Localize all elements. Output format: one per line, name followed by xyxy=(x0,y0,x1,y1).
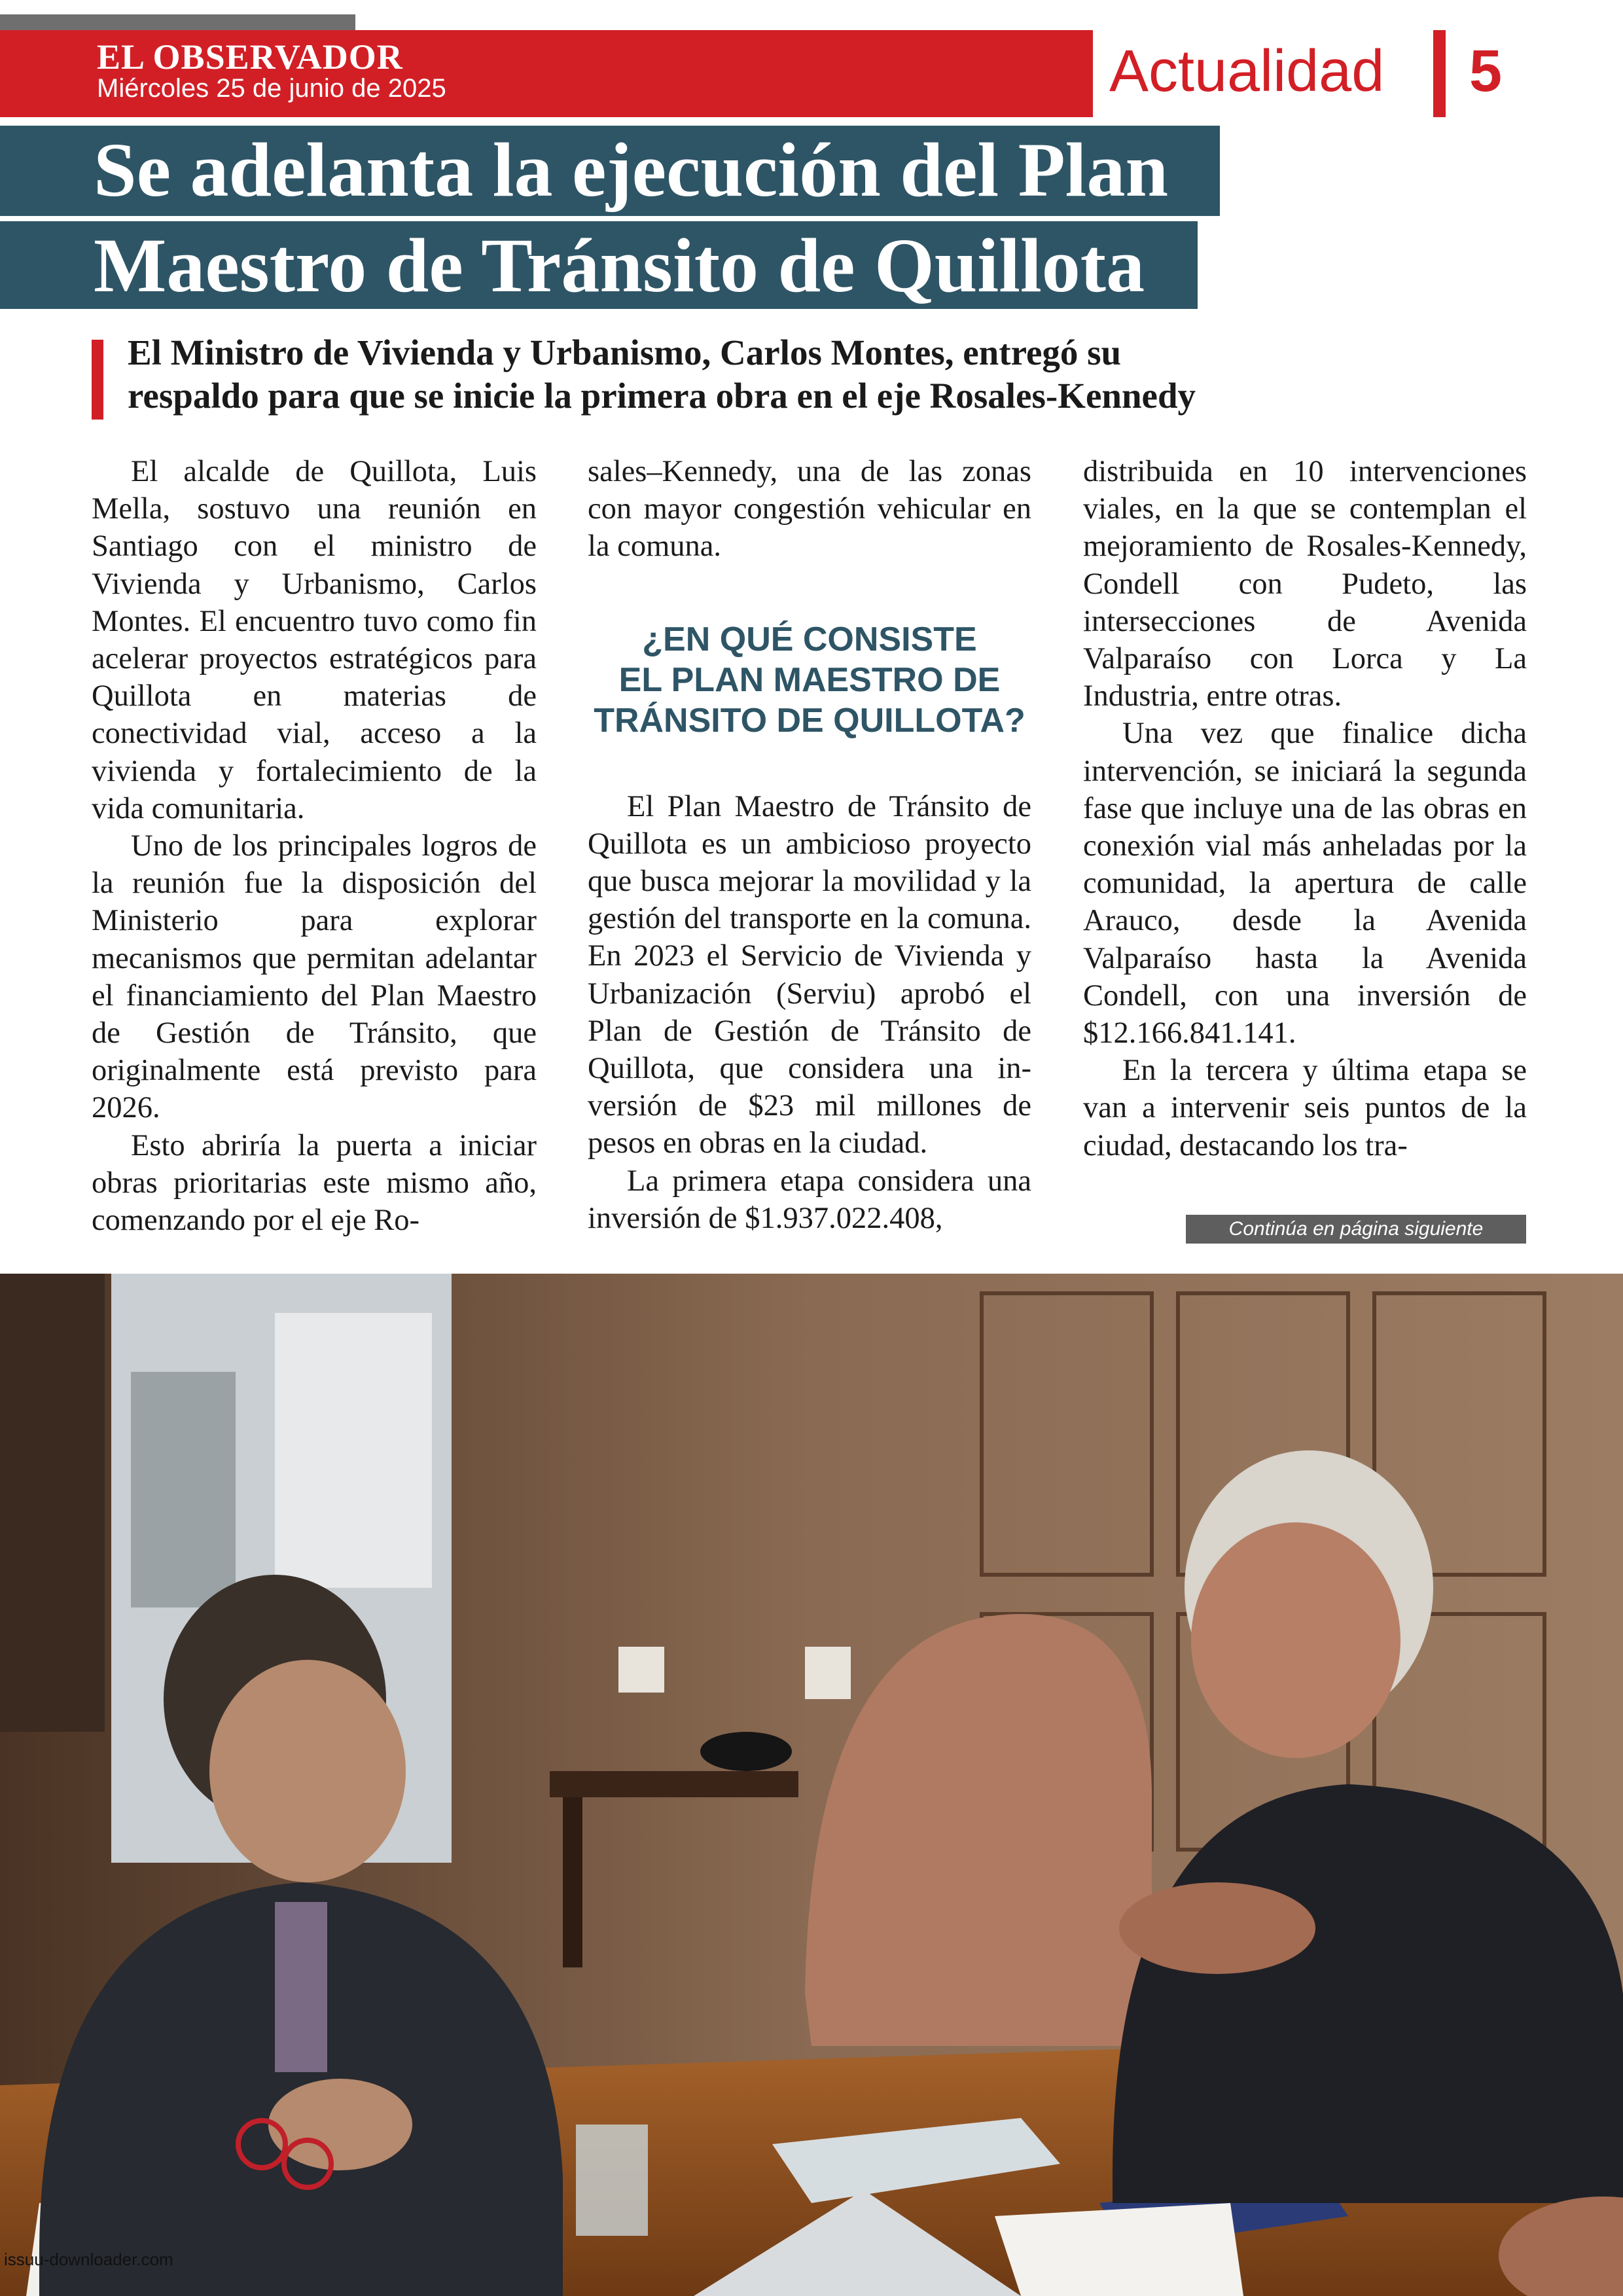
deck-line-2: respaldo para que se inicie la primera obra en el eje Rosales-Kennedy xyxy=(128,376,1196,416)
newspaper-name: EL OBSERVADOR xyxy=(97,37,403,77)
subhead-line-3: TRÁNSITO DE QUILLOTA? xyxy=(594,701,1026,740)
continue-on-next-page-label: Continúa en página siguiente xyxy=(1186,1215,1526,1244)
subhead-line-2: EL PLAN MAESTRO DE xyxy=(618,660,1001,699)
paragraph: Esto abriría la puerta a iniciar obras prioritarias este mismo año, comenzando por el eje Ro- xyxy=(92,1128,537,1238)
section-divider xyxy=(1438,30,1446,117)
issue-date: Miércoles 25 de junio de 2025 xyxy=(97,74,446,103)
paragraph: El Plan Maestro de Tránsito de Quillota es un ambicioso proyecto que busca mejorar la movilidad y la gestión del transporte en la comuna. En 2023 el Servicio de Vivienda y Urbanización (Serviu) aprobó el Plan de Gestión de Tránsito de Quillota, que considera una inversión de $23 mil millones de pesos en obras en la ciudad. xyxy=(588,789,1031,1160)
headline-line-1: Se adelanta la ejecución del Plan xyxy=(0,126,1220,216)
paragraph: En la tercera y última etapa se van a intervenir seis puntos de la ciudad, destacando los tra- xyxy=(1083,1054,1527,1162)
watermark: issuu-downloader.com xyxy=(4,2250,173,2269)
paragraph: La primera etapa considera una inversión de $1.937.022.408, xyxy=(588,1164,1031,1235)
top-gray-rule xyxy=(0,14,355,30)
deck-accent-bar xyxy=(92,340,103,420)
paragraph: Una vez que finalice dicha intervención, se iniciará la segunda fase que incluye una de las obras en conexión vial más anheladas por la comunidad, la apertura de calle Arauco, desde la Avenida Valparaíso hasta la Avenida Condell, con una inversión de $12.166.841.141. xyxy=(1083,717,1527,1050)
page-number: 5 xyxy=(1469,39,1503,104)
article-deck xyxy=(128,331,1567,418)
paragraph: sales–Kennedy, una de las zonas con mayor congestión vehicular en la comuna. xyxy=(588,455,1031,564)
article-column-3 xyxy=(1083,453,1527,1164)
meeting-photo-illustration xyxy=(0,1274,1623,2296)
meeting-photo xyxy=(0,1274,1623,2296)
subhead-line-1: ¿EN QUÉ CONSISTE xyxy=(642,620,977,658)
deck-line-1: El Ministro de Vivienda y Urbanismo, Carlos Montes, entregó su xyxy=(128,332,1122,372)
paragraph: Uno de los principales logros de la reunión fue la disposición del Ministerio para explorar mecanismos que permitan adelantar el financiamiento del Plan Maestro de Gestión de Tránsito, que originalmente está previsto para 2026. xyxy=(92,829,537,1125)
section-label: Actualidad xyxy=(1109,39,1385,104)
section-subhead xyxy=(588,619,1031,741)
article-column-2 xyxy=(588,453,1031,1237)
article-column-1 xyxy=(92,453,537,1239)
paragraph: El alcalde de Quillota, Luis Mella, sostuvo una reunión en Santiago con el ministro de Vivienda y Urbanismo, Carlos Montes. El encuentro tuvo como fin acelerar proyectos estratégicos para Quillota en materias de conectividad vial, acceso a la vivienda y fortalecimiento de la vida comunitaria. xyxy=(92,455,537,825)
paragraph: distribuida en 10 intervenciones viales, en la que se contemplan el mejoramiento de Rosales-Kennedy, Condell con Pudeto, las intersecciones de Avenida Valparaíso con Lorca y La Industria, entre otras. xyxy=(1083,455,1527,713)
headline-line-2: Maestro de Tránsito de Quillota xyxy=(0,221,1198,309)
